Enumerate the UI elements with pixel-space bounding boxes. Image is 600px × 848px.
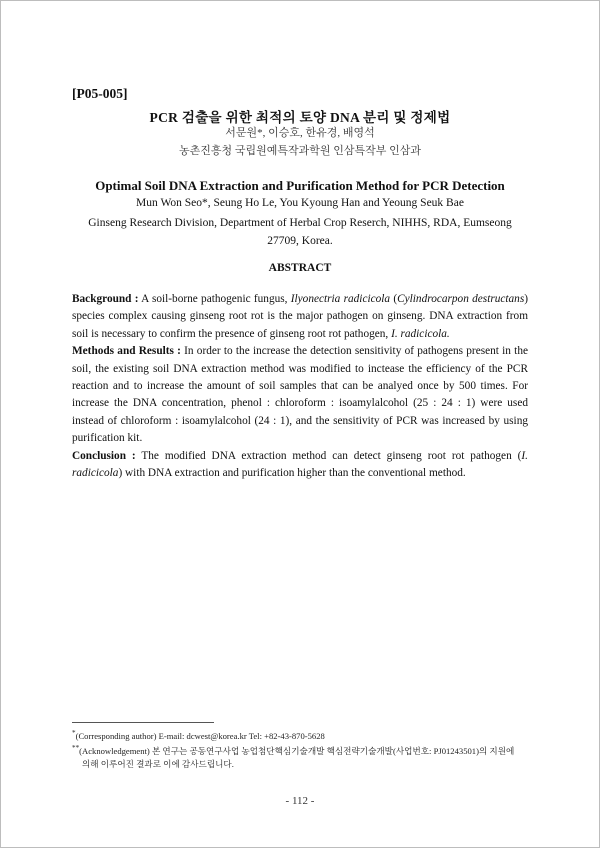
species-name: I. radicicola. bbox=[391, 327, 450, 340]
korean-title: PCR 검출을 위한 최적의 토양 DNA 분리 및 정제법 bbox=[149, 110, 451, 125]
background-label: Background : bbox=[72, 293, 139, 305]
footnote-acknowledgement-cont: 의해 이루어진 결과로 이에 감사드립니다. bbox=[82, 758, 234, 769]
species-name: I. radicicola bbox=[72, 449, 528, 480]
footnote-text: (Corresponding author) E-mail: dcwest@korea.kr Tel: +82-43-870-5628 bbox=[75, 730, 325, 741]
methods-paragraph bbox=[72, 343, 528, 447]
background-paragraph bbox=[72, 291, 528, 343]
species-name: Ilyonectria radicicola bbox=[290, 293, 391, 305]
english-title: Optimal Soil DNA Extraction and Purification Method for PCR Detection bbox=[95, 178, 505, 193]
footnote-mark: ** bbox=[72, 744, 80, 753]
methods-label: Methods and Results : bbox=[72, 345, 181, 358]
methods-text: In order to the increase the detection sensitivity of pathogens present in the soil, the existing soil DNA extraction method was modified to inctease the efficiency of the PCR reaction and to increase the amount of soil samples that can be analyed once by 500 times. For increase the DNA concentration, phenol : chloroform : isoamylalcohol (25 : 24 : 1) were used instead of chloroform : isoamylalcohol (24 : 1), and the sensitivity of PCR was increased by using purification kit. bbox=[72, 345, 528, 445]
footnote-text: (Acknowledgement) 본 연구는 공동연구사업 농업첨단핵심기술개발 핵심전략기술개발(사업번호: PJ01243501)의 지원에 bbox=[79, 746, 515, 757]
background-text: ) species complex causing ginseng root rot is the major pathogen on ginseng. DNA extraction from soil is necessary to confirm the presence of ginseng root rot pathogen, bbox=[72, 293, 528, 340]
background-text: ( bbox=[390, 293, 398, 305]
abstract-heading: ABSTRACT bbox=[268, 262, 332, 274]
korean-affiliation: 농촌진흥청 국립원예특작과학원 인삼특작부 인삼과 bbox=[178, 145, 422, 157]
footnote-mark: * bbox=[72, 729, 76, 737]
conclusion-text: The modified DNA extraction method can detect ginseng root rot pathogen ( bbox=[135, 449, 522, 462]
footnote-acknowledgement bbox=[72, 742, 542, 757]
korean-authors: 서문원*, 이승호, 한유경, 배영석 bbox=[225, 127, 375, 139]
footnote-divider bbox=[72, 722, 214, 723]
english-affiliation: Ginseng Research Division, Department of Herbal Crop Reserch, NIHHS, RDA, Eumseong 27709, Korea. bbox=[88, 217, 512, 247]
conclusion-label: Conclusion : bbox=[72, 449, 136, 462]
abstract-code: [P05-005] bbox=[72, 86, 128, 101]
page-number: - 112 - bbox=[285, 795, 315, 807]
background-text: A soil-borne pathogenic fungus, bbox=[138, 293, 291, 305]
conclusion-text: ) with DNA extraction and purification higher than the conventional method. bbox=[118, 467, 466, 480]
conclusion-paragraph bbox=[72, 448, 528, 483]
footnotes bbox=[72, 727, 542, 770]
species-name: Cylindrocarpon destructans bbox=[397, 293, 525, 305]
english-authors: Mun Won Seo*, Seung Ho Le, You Kyoung Han and Yeoung Seuk Bae bbox=[136, 197, 464, 209]
footnote-corresponding bbox=[72, 727, 542, 742]
abstract-body bbox=[72, 291, 528, 482]
